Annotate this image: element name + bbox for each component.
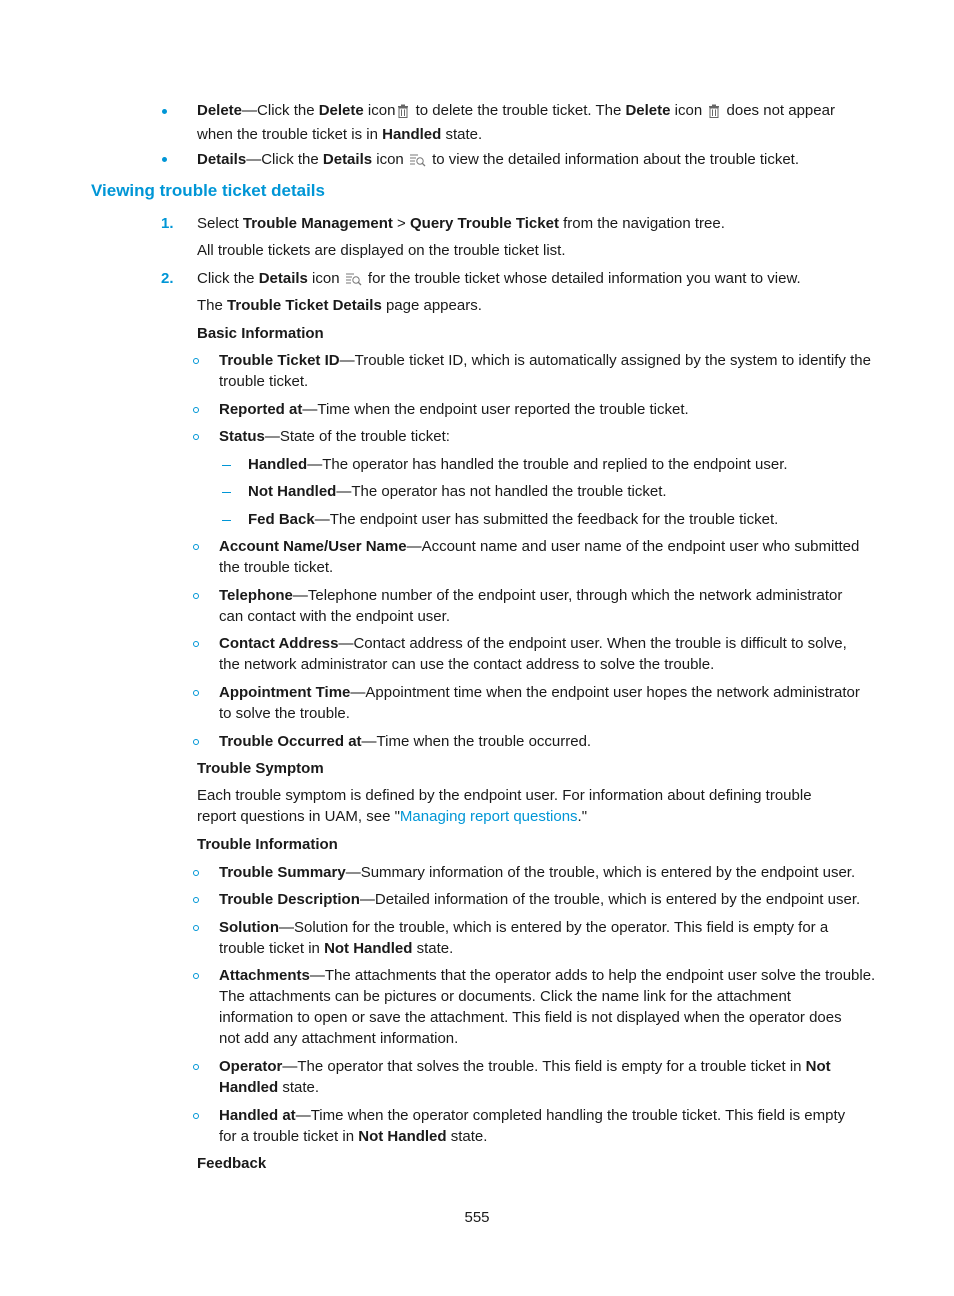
- list-item: Reported at—Time when the endpoint user reported the trouble ticket.: [219, 401, 689, 418]
- sublist-item: Handled—The operator has handled the trouble and replied to the endpoint user.: [248, 456, 788, 473]
- page-number: 555: [464, 1209, 490, 1226]
- bullet-dot: [162, 109, 167, 114]
- list-marker: [193, 897, 199, 903]
- trash-icon[interactable]: [397, 103, 409, 124]
- list-item: Trouble Ticket ID—Trouble ticket ID, which is automatically assigned by the system to identify the trouble ticket.: [219, 352, 871, 390]
- list-marker: [193, 690, 199, 696]
- bullet-delete: Delete—Click the Delete icon to delete the trouble ticket. The Delete icon does not appear when the trouble ticket is in Handled state.: [197, 102, 835, 143]
- list-marker: [193, 973, 199, 979]
- trash-icon[interactable]: [708, 103, 720, 124]
- sublist-marker: [222, 465, 231, 466]
- list-item: Status—State of the trouble ticket:: [219, 428, 450, 445]
- list-item: Account Name/User Name—Account name and user name of the endpoint user who submitted the trouble ticket.: [219, 538, 860, 576]
- list-marker: [193, 358, 199, 364]
- step-2-text: Click the Details icon for the trouble ticket whose detailed information you want to view.: [197, 268, 877, 292]
- list-marker: [193, 1064, 199, 1070]
- symptom-heading: Trouble Symptom: [197, 760, 324, 777]
- sublist-marker: [222, 520, 231, 521]
- step-number: 2.: [161, 270, 174, 287]
- list-marker: [193, 593, 199, 599]
- step-1-text: Select Trouble Management > Query Trouble Ticket from the navigation tree.: [197, 215, 725, 232]
- list-marker: [193, 870, 199, 876]
- step-1-note: All trouble tickets are displayed on the trouble ticket list.: [197, 242, 566, 259]
- list-item: Trouble Summary—Summary information of the trouble, which is entered by the endpoint user.: [219, 864, 856, 881]
- trouble-info-heading: Trouble Information: [197, 836, 338, 853]
- list-marker: [193, 434, 199, 440]
- list-marker: [193, 544, 199, 550]
- list-marker: [193, 407, 199, 413]
- list-item: Handled at—Time when the operator completed handling the trouble ticket. This field is empty for a trouble ticket in Not Handled state.: [219, 1107, 846, 1145]
- list-marker: [193, 739, 199, 745]
- sublist-item: Fed Back—The endpoint user has submitted the feedback for the trouble ticket.: [248, 511, 779, 528]
- step-number: 1.: [161, 215, 174, 232]
- list-item: Trouble Occurred at—Time when the trouble occurred.: [219, 733, 592, 750]
- symptom-text: Each trouble symptom is defined by the endpoint user. For information about defining trouble report questions in UAM, see "Managing report questions.": [197, 787, 812, 825]
- list-marker: [193, 925, 199, 931]
- section-heading: Viewing trouble ticket details: [91, 181, 325, 200]
- list-item: Solution—Solution for the trouble, which is entered by the operator. This field is empty for a trouble ticket in Not Handled state.: [219, 919, 829, 957]
- bullet-details: Details—Click the Details icon to view the detailed information about the trouble ticket.: [197, 149, 877, 173]
- feedback-heading: Feedback: [197, 1155, 267, 1172]
- list-item: Telephone—Telephone number of the endpoint user, through which the network administrator can contact with the endpoint user.: [219, 587, 843, 625]
- sublist-marker: [222, 492, 231, 493]
- list-item: Appointment Time—Appointment time when the endpoint user hopes the network administrator to solve the trouble.: [219, 684, 860, 722]
- details-search-icon[interactable]: [346, 271, 362, 292]
- step-2-note: The Trouble Ticket Details page appears.: [197, 297, 482, 314]
- list-item: Contact Address—Contact address of the endpoint user. When the trouble is difficult to solve, the network administrator can use the contact address to solve the trouble.: [219, 635, 847, 673]
- list-marker: [193, 1113, 199, 1119]
- report-questions-link[interactable]: Managing report questions: [399, 808, 578, 825]
- details-search-icon[interactable]: [410, 152, 426, 173]
- list-marker: [193, 641, 199, 647]
- list-item: Operator—The operator that solves the trouble. This field is empty for a trouble ticket in Not Handled state.: [219, 1058, 831, 1096]
- sublist-item: Not Handled—The operator has not handled the trouble ticket.: [248, 483, 667, 500]
- list-item: Trouble Description—Detailed information of the trouble, which is entered by the endpoint user.: [219, 891, 861, 908]
- list-item: Attachments—The attachments that the operator adds to help the endpoint user solve the trouble. The attachments can be pictures or documents. Click the name link for the attachment information to open or save the attachment. This field is not displayed when the operator does not add any attachment information.: [219, 967, 876, 1047]
- bullet-dot: [162, 157, 167, 162]
- basic-info-heading: Basic Information: [197, 325, 324, 342]
